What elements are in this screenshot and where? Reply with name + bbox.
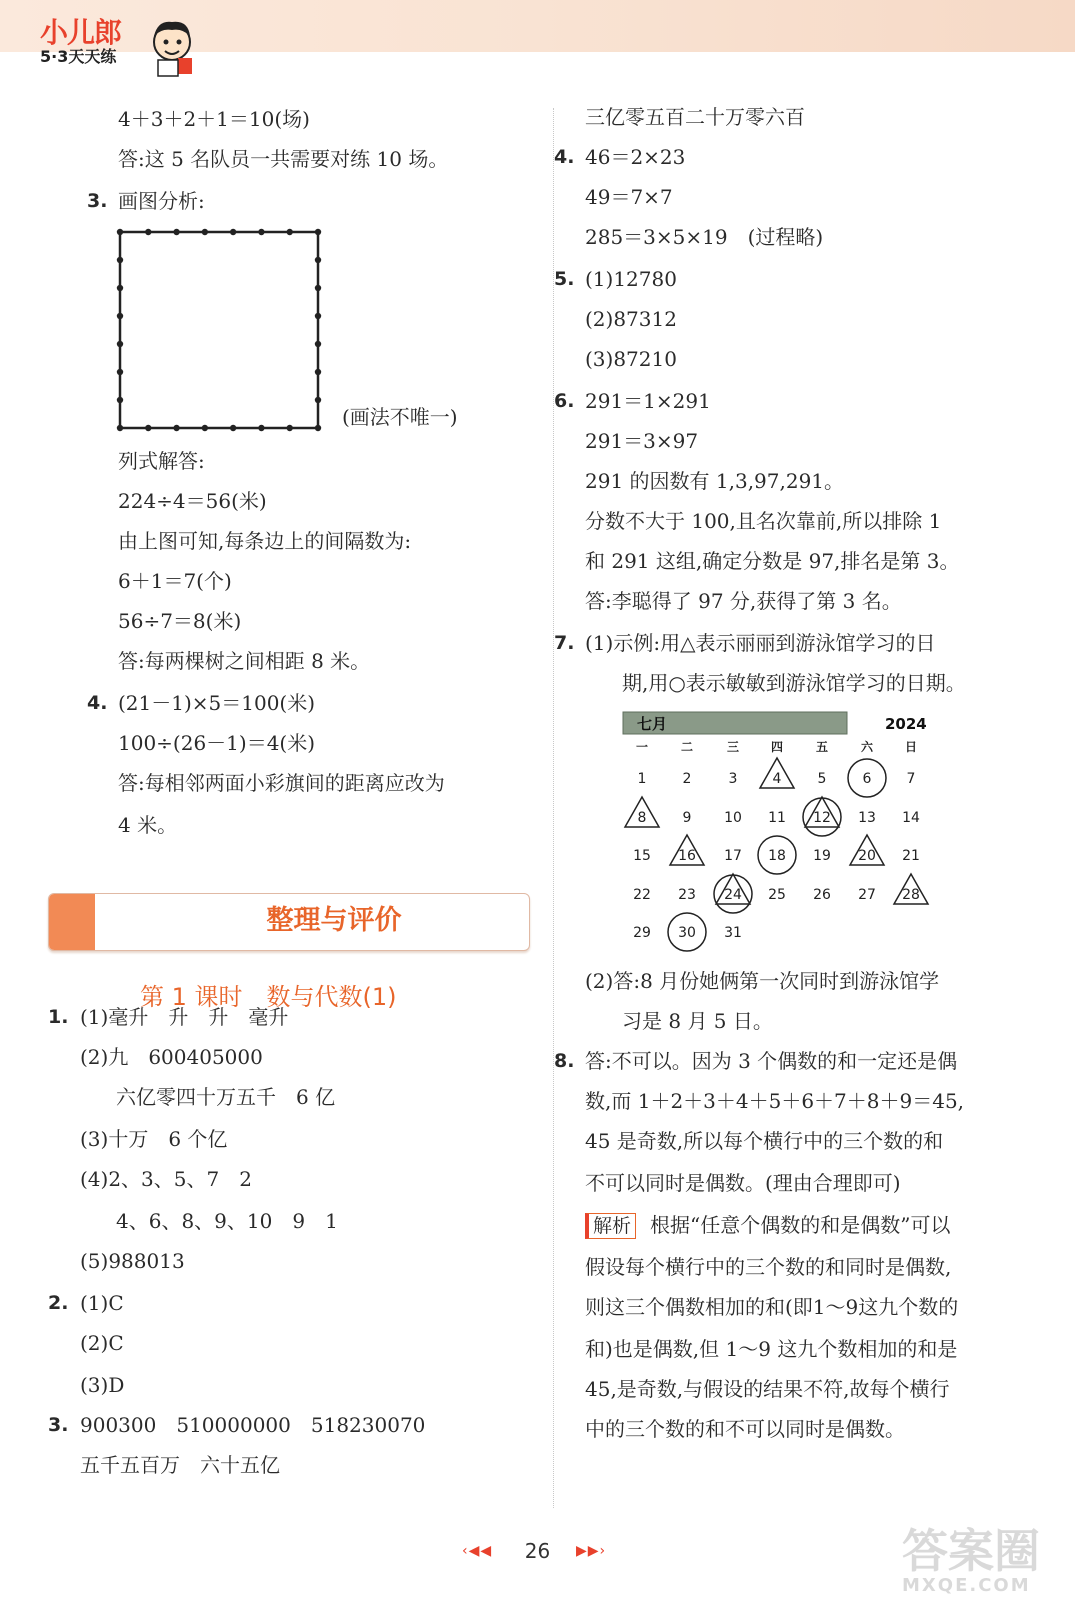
text-line: 列式解答: bbox=[118, 449, 205, 473]
text-line: 六亿零四十万五千 6 亿 bbox=[116, 1085, 336, 1109]
analysis-text: 根据“任意个偶数的和是偶数”可以 bbox=[650, 1213, 951, 1237]
calendar-day: 29 bbox=[633, 925, 651, 941]
question-number: 5. bbox=[554, 268, 575, 290]
calendar-day: 4 bbox=[772, 771, 782, 787]
calendar-day: 12 bbox=[813, 810, 831, 826]
question-number: 6. bbox=[554, 390, 575, 412]
calendar-day: 1 bbox=[637, 771, 647, 787]
text-line: 和)也是偶数,但 1～9 这九个数相加的和是 bbox=[585, 1337, 958, 1361]
text-line: 答:不可以。因为 3 个偶数的和一定还是偶 bbox=[585, 1049, 958, 1073]
calendar-weekday: 二 bbox=[680, 740, 694, 754]
calendar-weekday: 三 bbox=[726, 740, 740, 754]
text-line: 285＝3×5×19 (过程略) bbox=[585, 225, 824, 249]
question-number: 3. bbox=[48, 1414, 69, 1436]
tree-dot bbox=[230, 425, 236, 431]
text-line: (2)87312 bbox=[585, 307, 677, 331]
text-line: (1)12780 bbox=[585, 267, 677, 291]
mascot-icon bbox=[148, 18, 196, 78]
tree-dot bbox=[315, 341, 321, 347]
calendar-day: 10 bbox=[724, 810, 742, 826]
tree-dot bbox=[315, 369, 321, 375]
text-line: (3)87210 bbox=[585, 347, 677, 371]
text-line: (21－1)×5＝100(米) bbox=[118, 691, 316, 715]
calendar-day: 9 bbox=[682, 810, 692, 826]
calendar-day: 20 bbox=[858, 848, 876, 864]
text-line: 答:李聪得了 97 分,获得了第 3 名。 bbox=[585, 589, 902, 613]
tree-dot bbox=[315, 229, 321, 235]
tree-dot bbox=[202, 229, 208, 235]
calendar-year: 2024 bbox=[885, 715, 927, 733]
text-line: 习是 8 月 5 日。 bbox=[622, 1009, 773, 1033]
calendar-day: 3 bbox=[728, 771, 738, 787]
logo-subtitle: 5·3天天练 bbox=[40, 47, 117, 66]
calendar-day: 8 bbox=[637, 810, 647, 826]
question-number: 7. bbox=[554, 632, 575, 654]
calendar-weekday: 一 bbox=[635, 740, 649, 754]
text-line: (1)毫升 升 升 毫升 bbox=[80, 1005, 289, 1029]
text-line: 五千五百万 六十五亿 bbox=[80, 1453, 280, 1477]
text-line: 46＝2×23 bbox=[585, 145, 686, 169]
text-line: 291＝1×291 bbox=[585, 389, 711, 413]
text-line: 和 291 这组,确定分数是 97,排名是第 3。 bbox=[585, 549, 960, 573]
tree-dot bbox=[117, 341, 123, 347]
calendar-weekday: 四 bbox=[770, 740, 784, 754]
tree-dot bbox=[258, 425, 264, 431]
calendar-day: 13 bbox=[858, 810, 876, 826]
july-calendar bbox=[615, 706, 945, 954]
tree-dot bbox=[315, 425, 321, 431]
calendar-day: 17 bbox=[724, 848, 742, 864]
text-line: 分数不大于 100,且名次靠前,所以排除 1 bbox=[585, 509, 942, 533]
tree-dot bbox=[315, 397, 321, 403]
text-line: 224÷4＝56(米) bbox=[118, 489, 267, 513]
text-line: 答:每两棵树之间相距 8 米。 bbox=[118, 649, 371, 673]
tree-dot bbox=[117, 313, 123, 319]
text-line: 4＋3＋2＋1＝10(场) bbox=[118, 107, 310, 131]
text-line: 期,用○表示敏敏到游泳馆学习的日期。 bbox=[622, 671, 966, 695]
text-line: (2)答:8 月份她俩第一次同时到游泳馆学 bbox=[585, 969, 940, 993]
text-line: 291＝3×97 bbox=[585, 429, 699, 453]
lesson-title: 第 1 课时 数与代数(1) bbox=[140, 983, 397, 1011]
calendar-day: 5 bbox=[817, 771, 827, 787]
tree-dot bbox=[315, 257, 321, 263]
text-line: (4)2、3、5、7 2 bbox=[80, 1167, 252, 1191]
calendar-day: 6 bbox=[862, 771, 872, 787]
text-line: 中的三个数的和不可以同时是偶数。 bbox=[585, 1417, 905, 1441]
calendar-day: 23 bbox=[678, 887, 696, 903]
question-number: 8. bbox=[554, 1050, 575, 1072]
diagram-note: (画法不唯一) bbox=[342, 405, 458, 429]
tree-dot bbox=[287, 425, 293, 431]
page-number: 26 bbox=[524, 1539, 551, 1563]
calendar-day: 22 bbox=[633, 887, 651, 903]
tree-dot bbox=[173, 229, 179, 235]
text-line: 假设每个横行中的三个数的和同时是偶数, bbox=[585, 1255, 952, 1279]
calendar-days bbox=[625, 758, 928, 951]
question-number: 3. bbox=[87, 190, 108, 212]
tree-dot bbox=[315, 313, 321, 319]
text-line: 4、6、8、9、10 9 1 bbox=[116, 1209, 338, 1233]
calendar-day: 31 bbox=[724, 925, 742, 941]
text-line: 6＋1＝7(个) bbox=[118, 569, 232, 593]
text-line: (5)988013 bbox=[80, 1249, 185, 1273]
text-line: 45 是奇数,所以每个横行中的三个数的和 bbox=[585, 1129, 944, 1153]
tree-dot bbox=[117, 397, 123, 403]
text-line: 56÷7＝8(米) bbox=[118, 609, 242, 633]
logo bbox=[40, 18, 121, 66]
text-line: 100÷(26－1)＝4(米) bbox=[118, 731, 316, 755]
calendar-day: 26 bbox=[813, 887, 831, 903]
tree-square-diagram bbox=[112, 224, 332, 436]
text-line: 答:这 5 名队员一共需要对练 10 场。 bbox=[118, 147, 449, 171]
text-line: (1)C bbox=[80, 1291, 124, 1315]
text-line: (1)示例:用△表示丽丽到游泳馆学习的日 bbox=[585, 631, 936, 655]
text-line: 不可以同时是偶数。(理由合理即可) bbox=[585, 1171, 901, 1195]
question-number: 4. bbox=[87, 692, 108, 714]
tree-dot bbox=[315, 285, 321, 291]
watermark-line1: 答案圈 bbox=[902, 1524, 1040, 1578]
tree-dot bbox=[117, 257, 123, 263]
text-line: 数,而 1＋2＋3＋4＋5＋6＋7＋8＋9＝45, bbox=[585, 1089, 965, 1113]
text-line: 291 的因数有 1,3,97,291。 bbox=[585, 469, 845, 493]
calendar-day: 24 bbox=[724, 887, 742, 903]
tree-dot bbox=[258, 229, 264, 235]
calendar-day: 11 bbox=[768, 810, 786, 826]
section-title: 整理与评价 bbox=[266, 905, 402, 936]
tree-dot bbox=[117, 285, 123, 291]
text-line: (3)D bbox=[80, 1373, 125, 1397]
tree-dot bbox=[230, 229, 236, 235]
text-line: 4 米。 bbox=[118, 813, 178, 837]
text-line: (2)C bbox=[80, 1331, 124, 1355]
text-line: 三亿零五百二十万零六百 bbox=[585, 105, 805, 129]
logo-text: 小儿郎 bbox=[40, 16, 122, 49]
next-arrow-icon: ▶▶› bbox=[576, 1543, 607, 1559]
calendar-weekday: 六 bbox=[860, 740, 874, 754]
question-number: 1. bbox=[48, 1006, 69, 1028]
text-line: 900300 510000000 518230070 bbox=[80, 1413, 426, 1437]
calendar-day: 14 bbox=[902, 810, 920, 826]
calendar-day: 25 bbox=[768, 887, 786, 903]
tree-dot bbox=[145, 229, 151, 235]
text-line: 49＝7×7 bbox=[585, 185, 673, 209]
section-banner bbox=[48, 893, 530, 951]
square-outline bbox=[120, 232, 318, 428]
tree-dot bbox=[173, 425, 179, 431]
calendar-day: 15 bbox=[633, 848, 651, 864]
watermark-line2: MXQE.COM bbox=[902, 1575, 1031, 1596]
calendar-day: 28 bbox=[902, 887, 920, 903]
tree-dot bbox=[145, 425, 151, 431]
text-line: 画图分析: bbox=[118, 189, 205, 213]
tree-dot bbox=[202, 425, 208, 431]
question-number: 4. bbox=[554, 146, 575, 168]
analysis-label: 解析 bbox=[585, 1213, 636, 1239]
calendar-day: 7 bbox=[906, 771, 916, 787]
text-line: 答:每相邻两面小彩旗间的距离应改为 bbox=[118, 771, 445, 795]
calendar-weekday: 日 bbox=[904, 740, 918, 754]
question-number: 2. bbox=[48, 1292, 69, 1314]
text-line: (2)九 600405000 bbox=[80, 1045, 263, 1069]
calendar-month: 七月 bbox=[637, 715, 668, 733]
calendar-day: 2 bbox=[682, 771, 692, 787]
watermark-logo bbox=[902, 1524, 1062, 1596]
calendar-weekdays bbox=[636, 739, 917, 754]
text-line: 则这三个偶数相加的和(即1～9这九个数的 bbox=[585, 1295, 959, 1319]
calendar-weekday: 五 bbox=[815, 740, 829, 754]
calendar-day: 18 bbox=[768, 848, 786, 864]
text-line: 由上图可知,每条边上的间隔数为: bbox=[118, 529, 412, 553]
text-line: 45,是奇数,与假设的结果不符,故每个横行 bbox=[585, 1377, 950, 1401]
calendar-day: 19 bbox=[813, 848, 831, 864]
tree-dot bbox=[287, 229, 293, 235]
tree-dot bbox=[117, 425, 123, 431]
calendar-day: 30 bbox=[678, 925, 696, 941]
text-line: (3)十万 6 个亿 bbox=[80, 1127, 228, 1151]
tree-dot bbox=[117, 229, 123, 235]
calendar-day: 16 bbox=[678, 848, 696, 864]
column-divider bbox=[553, 108, 554, 1508]
prev-arrow-icon: ‹◀◀ bbox=[462, 1543, 493, 1559]
calendar-day: 21 bbox=[902, 848, 920, 864]
calendar-day: 27 bbox=[858, 887, 876, 903]
analysis-line bbox=[585, 1212, 950, 1239]
tree-dot bbox=[117, 369, 123, 375]
